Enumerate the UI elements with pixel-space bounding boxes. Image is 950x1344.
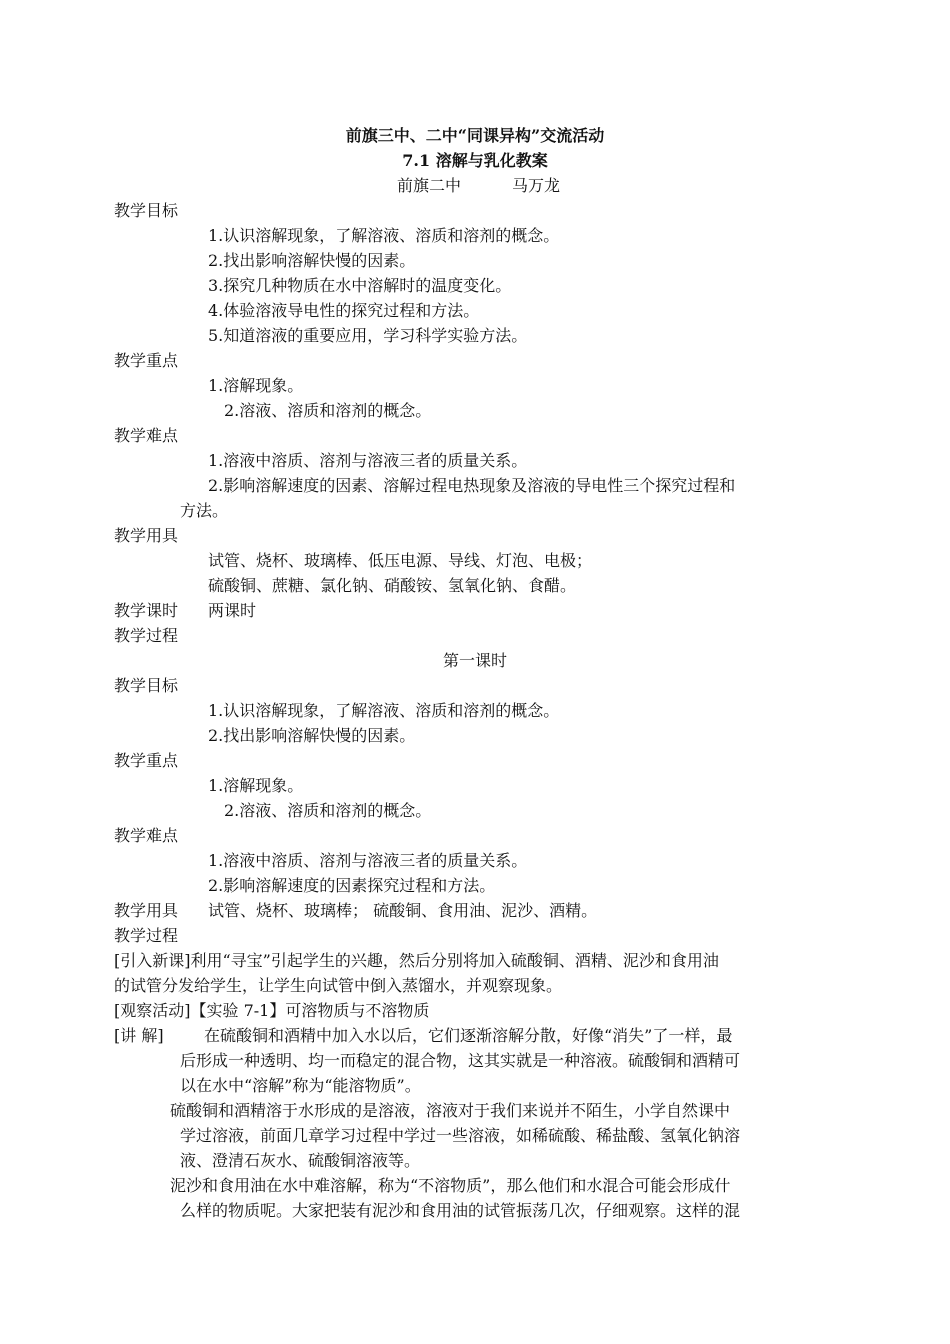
event-title: 前旗三中、二中“同课异构”交流活动 — [345, 126, 605, 145]
key-item: 2.溶液、溶质和溶剂的概念。 — [224, 401, 432, 420]
goal-item: 2.找出影响溶解快慢的因素。 — [208, 251, 416, 270]
section-label-difficult: 教学难点 — [114, 426, 179, 445]
body-paragraph: 么样的物质呢。大家把装有泥沙和食用油的试管振荡几次，仔细观察。这样的混 — [180, 1201, 741, 1220]
goal-item: 3.探究几种物质在水中溶解时的温度变化。 — [208, 276, 512, 295]
body-paragraph: 液、澄清石灰水、硫酸铜溶液等。 — [180, 1151, 421, 1170]
section-label-hours: 教学课时 — [114, 601, 179, 620]
section-label-key: 教学重点 — [114, 351, 179, 370]
difficult-item: 2.影响溶解速度的因素、溶解过程电热现象及溶液的导电性三个探究过程和 — [208, 476, 736, 495]
lesson1-difficult-item: 1.溶液中溶质、溶剂与溶液三者的质量关系。 — [208, 851, 528, 870]
goal-item: 1.认识溶解现象，了解溶液、溶质和溶剂的概念。 — [208, 226, 560, 245]
lesson1-key-item: 2.溶液、溶质和溶剂的概念。 — [224, 801, 432, 820]
tools-line: 试管、烧杯、玻璃棒、低压电源、导线、灯泡、电极； — [208, 551, 593, 570]
intro-paragraph-continued: 的试管分发给学生，让学生向试管中倒入蒸馏水，并观察现象。 — [114, 976, 563, 995]
intro-paragraph: [引入新课]利用“寻宝”引起学生的兴趣，然后分别将加入硫酸铜、酒精、泥沙和食用油 — [114, 951, 719, 970]
difficult-item-continued: 方法。 — [180, 501, 229, 520]
lecture-text: 在硫酸铜和酒精中加入水以后，它们逐渐溶解分散，好像“消失”了一样，最 — [204, 1026, 733, 1045]
lesson1-goal-item: 1.认识溶解现象，了解溶液、溶质和溶剂的概念。 — [208, 701, 560, 720]
section-label-goals: 教学目标 — [114, 201, 179, 220]
lesson1-difficult-item: 2.影响溶解速度的因素探究过程和方法。 — [208, 876, 496, 895]
goal-item: 4.体验溶液导电性的探究过程和方法。 — [208, 301, 480, 320]
hours-value: 两课时 — [208, 601, 257, 620]
body-paragraph: 学过溶液，前面几章学习过程中学过一些溶液，如稀硫酸、稀盐酸、氢氧化钠溶 — [180, 1126, 741, 1145]
goal-item: 5.知道溶液的重要应用，学习科学实验方法。 — [208, 326, 528, 345]
lesson1-label-tools: 教学用具 — [114, 901, 179, 920]
difficult-item: 1.溶液中溶质、溶剂与溶液三者的质量关系。 — [208, 451, 528, 470]
lesson1-label-goals: 教学目标 — [114, 676, 179, 695]
lesson1-title: 第一课时 — [442, 651, 507, 670]
lecture-text: 后形成一种透明、均一而稳定的混合物，这其实就是一种溶液。硫酸铜和酒精可 — [180, 1051, 741, 1070]
lesson1-goal-item: 2.找出影响溶解快慢的因素。 — [208, 726, 416, 745]
key-item: 1.溶解现象。 — [208, 376, 304, 395]
school-name: 前旗二中 — [397, 176, 462, 195]
lesson1-label-process: 教学过程 — [114, 926, 179, 945]
lesson1-label-key: 教学重点 — [114, 751, 179, 770]
lesson1-tools: 试管、烧杯、玻璃棒； 硫酸铜、食用油、泥沙、酒精。 — [208, 901, 598, 920]
lesson1-label-difficult: 教学难点 — [114, 826, 179, 845]
section-label-process: 教学过程 — [114, 626, 179, 645]
lesson1-key-item: 1.溶解现象。 — [208, 776, 304, 795]
section-label-tools: 教学用具 — [114, 526, 179, 545]
author-name: 马万龙 — [512, 176, 561, 195]
lecture-tag: [讲 解] — [114, 1026, 164, 1045]
observe-activity: [观察活动]【实验 7-1】可溶物质与不溶物质 — [114, 1001, 430, 1020]
lesson-title: 7.1 溶解与乳化教案 — [402, 151, 548, 170]
body-paragraph: 硫酸铜和酒精溶于水形成的是溶液，溶液对于我们来说并不陌生，小学自然课中 — [170, 1101, 731, 1120]
body-paragraph: 泥沙和食用油在水中难溶解，称为“不溶物质”，那么他们和水混合可能会形成什 — [170, 1176, 731, 1195]
tools-line: 硫酸铜、蔗糖、氯化钠、硝酸铵、氢氧化钠、食醋。 — [208, 576, 577, 595]
lecture-text: 以在水中“溶解”称为“能溶物质”。 — [180, 1076, 421, 1095]
